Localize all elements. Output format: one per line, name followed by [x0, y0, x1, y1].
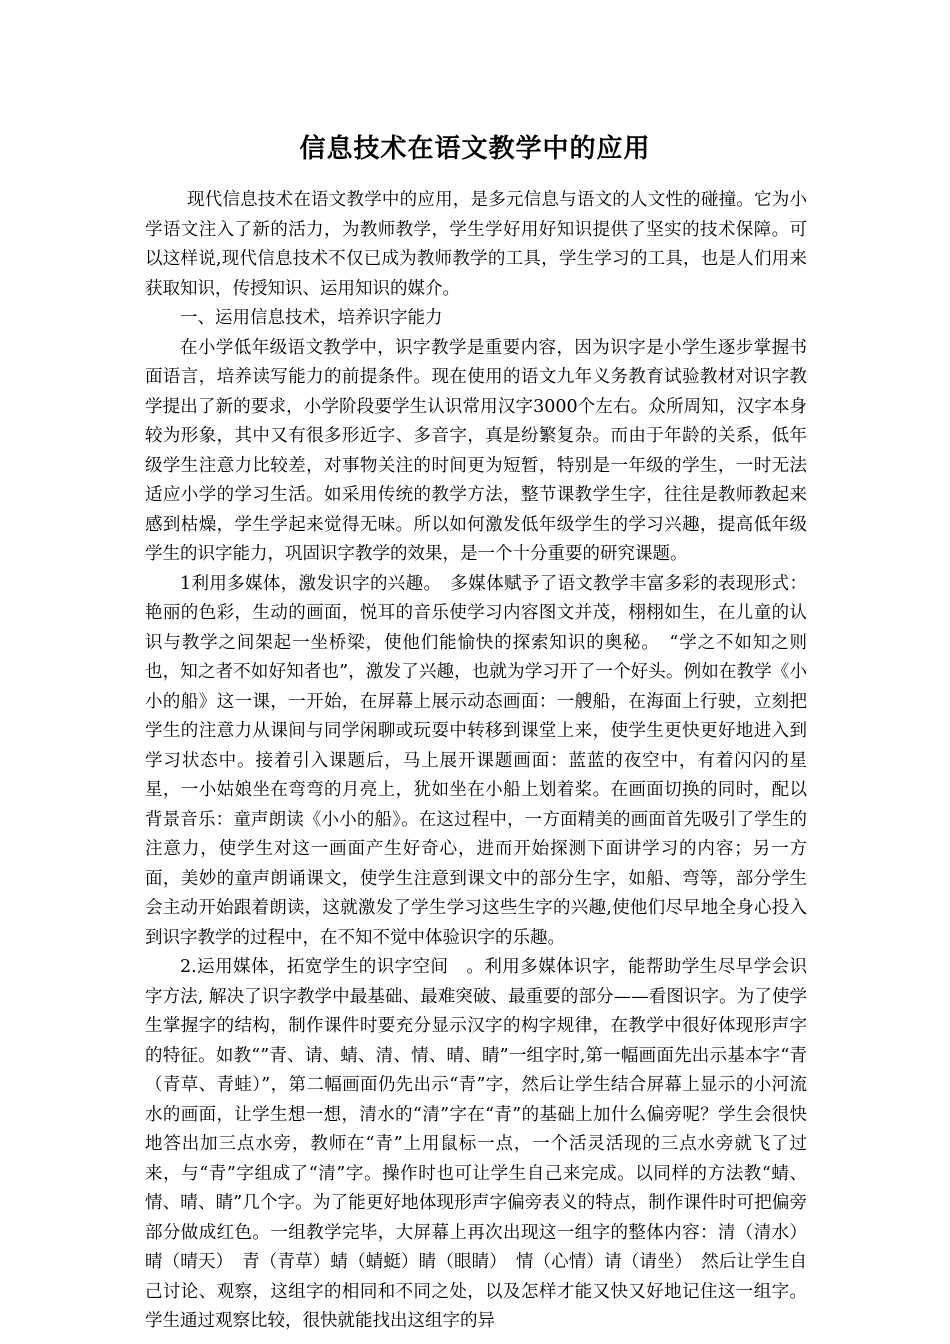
section-heading: 一、运用信息技术，培养识字能力: [180, 308, 443, 328]
intro-paragraph: 现代信息技术在语文教学中的应用，是多元信息与语文的人文性的碰撞。它为小学语文注入了新的活力，为教师教学，学生学好用好知识提供了坚实的技术保障。可以这样说,现代信息技术不仅已成为教师教学的工具，学生学习的工具，也是人们用来获取知识，传授知识、运用知识的媒介。: [145, 190, 807, 299]
document-title: 信息技术在语文教学中的应用: [299, 134, 651, 164]
body-paragraph: 2.运用媒体，拓宽学生的识字空间 。利用多媒体识字，能帮助学生尽早学会识字方法, 解决了识字教学中最基础、最难突破、最重要的部分——看图识字。为了使学生掌握字的结构，制作课件时要充分显示汉字的构字规律，在教学中很好体现形声字的特征。如教“”青、请、蜻、清、情、晴、睛”一组字时,第一幅画面先出示基本字“青（青草、青蛙）”，第二幅画面仍先出示“青”字，然后让学生结合屏幕上显示的小河流水的画面，让学生想一想，清水的“清”字在“青”的基础上加什么偏旁呢？学生会很快地答出加三点水旁，教师在“青”上用鼠标一点，一个活灵活现的三点水旁就飞了过来，与“青”字组成了“清”字。操作时也可让学生自己来完成。以同样的方法教“蜻、情、晴、睛”几个字。为了能更好地体现形声字偏旁表义的特点，制作课件时可把偏旁部分做成红色。一组教学完毕，大屏幕上再次出现这一组字的整体内容：清（清水）晴（晴天） 青（青草）蜻（蜻蜓）睛（眼睛） 情（心情）请（请坐） 然后让学生自己讨论、观察，这组字的相同和不同之处，以及怎样才能又快又好地记住这一组字。学生通过观察比较，很快就能找出这组字的异: [145, 957, 807, 1331]
body-paragraph: 在小学低年级语文教学中，识字教学是重要内容，因为识字是小学生逐步掌握书面语言，培养读写能力的前提条件。现在使用的语文九年义务教育试验教材对识字教学提出了新的要求，小学阶段要学生认识常用汉字3000个左右。众所周知，汉字本身较为形象，其中又有很多形近字、多音字，真是纷繁复杂。而由于年龄的关系，低年级学生注意力比较差，对事物关注的时间更为短暂，特别是一年级的学生，一时无法适应小学的学习生活。如采用传统的教学方法，整节课教学生字，往往是教师教起来感到枯燥，学生学起来觉得无味。所以如何激发低年级学生的学习兴趣，提高低年级学生的识字能力，巩固识字教学的效果，是一个十分重要的研究课题。: [145, 337, 807, 564]
body-paragraph: 1利用多媒体，激发识字的兴趣。 多媒体赋予了语文教学丰富多彩的表现形式：艳丽的色彩，生动的画面，悦耳的音乐使学习内容图文并茂，栩栩如生，在儿童的认识与教学之间架起一坐桥梁，使他们能愉快的探索知识的奥秘。 “学之不如知之则也，知之者不如好知者也”，激发了兴趣，也就为学习开了一个好头。例如在教学《小小的船》这一课，一开始，在屏幕上展示动态画面：一艘船，在海面上行驶，立刻把学生的注意力从课间与同学闲聊或玩耍中转移到课堂上来，使学生更快更好地进入到学习状态中。接着引入课题后，马上展开课题画面：蓝蓝的夜空中，有着闪闪的星星，一小姑娘坐在弯弯的月亮上，犹如坐在小船上划着桨。在画面切换的同时，配以背景音乐：童声朗读《小小的船》。在这过程中，一方面精美的画面首先吸引了学生的注意力，使学生对这一画面产生好奇心，进而开始探测下面讲学习的内容；另一方面，美妙的童声朗诵课文，使学生注意到课文中的部分生字，如船、弯等，部分学生会主动开始跟着朗读，这就激发了学生学习这些生字的兴趣,使他们尽早地全身心投入到识字教学的过程中，在不知不觉中体验识字的乐趣。: [145, 573, 807, 948]
document-body: [145, 186, 807, 1337]
